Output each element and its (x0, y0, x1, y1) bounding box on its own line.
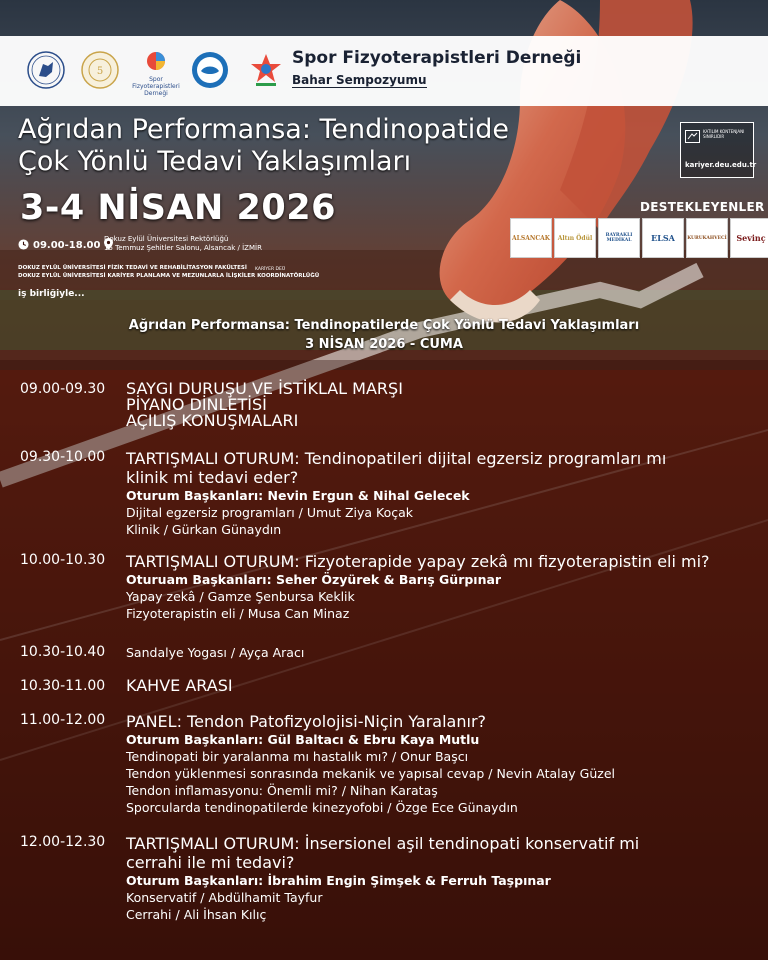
event-dates: 3-4 NİSAN 2026 (20, 188, 336, 228)
session-heading: PANEL: Tendon Patofizyolojisi-Niçin Yaralanır? (126, 712, 487, 731)
program-title: Ağrıdan Performansa: Tendinopatilerde Çok Yönlü Tedavi Yaklaşımları (128, 318, 640, 333)
session-chairs: Oturuam Başkanları: Seher Özyürek & Barış Gürpınar (126, 572, 502, 587)
session-time: 10.30-11.00 (20, 678, 106, 694)
organization-name: Spor Fizyoterapistleri Derneği (292, 48, 582, 68)
session-chairs: Oturum Başkanları: Nevin Ergun & Nihal Gelecek (126, 488, 470, 503)
clock-icon (18, 239, 29, 253)
session-time: 10.30-10.40 (20, 644, 106, 660)
session-heading: TARTIŞMALI OTURUM: Fizyoterapide yapay zekâ mı fizyoterapistin eli mi? (126, 552, 710, 571)
spor-fizyoterapistleri-dernegi-logo (132, 50, 180, 97)
title-line-2: Çok Yönlü Tedavi Yaklaşımları (18, 146, 412, 177)
talk: Tendinopati bir yaralanma mı hastalık mı? / Onur Başcı (126, 749, 469, 764)
session-heading: TARTIŞMALI OTURUM: İnsersionel aşil tendinopati konservatif mi (126, 834, 640, 853)
sponsor-logo: BAYRAKLI MEDİKAL (598, 218, 640, 258)
sponsor-logo: Sevinç (730, 218, 768, 258)
talk: Dijital egzersiz programları / Umut Ziya Koçak (126, 505, 414, 520)
venue-line-2: 15 Temmuz Şehitler Salonu, Alsancak / İZMİR (104, 244, 262, 252)
svg-text:5: 5 (96, 66, 104, 77)
session-chairs: Oturum Başkanları: İbrahim Engin Şimşek & Ferruh Taşpınar (126, 873, 551, 888)
logo-caption: Spor Fizyoterapistleri Derneği (132, 76, 180, 97)
unit-line-1: DOKUZ EYLÜL ÜNİVERSİTESİ FİZİK TEDAVİ VE REHABİLİTASYON FAKÜLTESİ (18, 265, 247, 271)
talk: Fizyoterapistin eli / Musa Can Minaz (126, 606, 350, 621)
talk: Yapay zekâ / Gamze Şenbursa Keklik (126, 589, 355, 604)
sponsor-logos (510, 218, 768, 258)
event-name: Bahar Sempozyumu (292, 73, 427, 87)
session-heading: cerrahi ile mi tedavi? (126, 853, 295, 872)
sponsor-logo: Altın Ödül (554, 218, 596, 258)
session-time: 10.00-10.30 (20, 552, 106, 568)
session-heading: klinik mi tedavi eder? (126, 468, 299, 487)
program-day: 3 NİSAN 2026 - CUMA (305, 337, 463, 352)
sponsor-logo: ELSA (642, 218, 684, 258)
sponsor-logo: ALSANCAK (510, 218, 552, 258)
unit-line-2: DOKUZ EYLÜL ÜNİVERSİTESİ KARİYER PLANLAMA VE MEZUNLARLA İLİŞKİLER KOORDİNATÖRLÜĞÜ (18, 273, 320, 279)
sponsors-title: DESTEKLEYENLER (640, 200, 765, 214)
session-heading: KAHVE ARASI (126, 676, 233, 695)
kariyer-notice: KATILIM KONTENJANI SINIRLIDIR (703, 129, 745, 139)
title-line-1: Ağrıdan Performansa: Tendinopatide (18, 114, 509, 145)
collaboration-note: iş birliğiyle... (18, 289, 85, 299)
kariyer-url[interactable]: kariyer.deu.edu.tr (685, 161, 757, 169)
talk: Sporcularda tendinopatilerde kinezyofobi / Özge Ece Günaydın (126, 800, 518, 815)
session-time: 09.00-09.30 (20, 381, 106, 397)
venue-line-1: Dokuz Eylül Üniversitesi Rektörlüğü (104, 235, 229, 243)
medal-logo (80, 50, 120, 90)
session-time: 12.00-12.30 (20, 834, 106, 850)
venue (104, 235, 262, 253)
program-subtitle (0, 316, 768, 354)
talk: Klinik / Gürkan Günaydın (126, 522, 282, 537)
talk: Sandalye Yogası / Ayça Aracı (126, 645, 305, 660)
kariyer-box (680, 122, 757, 178)
kariyer-deu-mark: KARİYER DEÜ (255, 267, 286, 272)
talk: Cerrahi / Ali İhsan Kılıç (126, 907, 267, 922)
session-heading: PİYANO DİNLETİSİ (126, 395, 267, 414)
session-heading: AÇILIŞ KONUŞMALARI (126, 411, 299, 430)
talk: Konservatif / Abdülhamit Tayfur (126, 890, 323, 905)
page-title (18, 114, 538, 178)
sports-federation-logo (246, 50, 286, 90)
header-band (0, 36, 768, 106)
university-seal-logo (26, 50, 66, 90)
hands-logo (190, 50, 230, 90)
session-heading: SAYGI DURUŞU VE İSTİKLAL MARŞI (126, 379, 403, 398)
session-heading: TARTIŞMALI OTURUM: Tendinopatileri dijital egzersiz programları mı (126, 449, 667, 468)
sponsor-logo: KURUKAHVECİ (686, 218, 728, 258)
talk: Tendon yüklenmesi sonrasında mekanik ve yapısal cevap / Nevin Atalay Güzel (126, 766, 615, 781)
session-time: 11.00-12.00 (20, 712, 106, 728)
registration-icon (685, 128, 700, 147)
event-time: 09.00-18.00 (33, 240, 101, 251)
session-time: 09.30-10.00 (20, 449, 106, 465)
talk: Tendon inflamasyonu: Önemli mi? / Nihan Karataş (126, 783, 438, 798)
session-chairs: Oturum Başkanları: Gül Baltacı & Ebru Kaya Mutlu (126, 732, 480, 747)
time-info (18, 238, 113, 253)
